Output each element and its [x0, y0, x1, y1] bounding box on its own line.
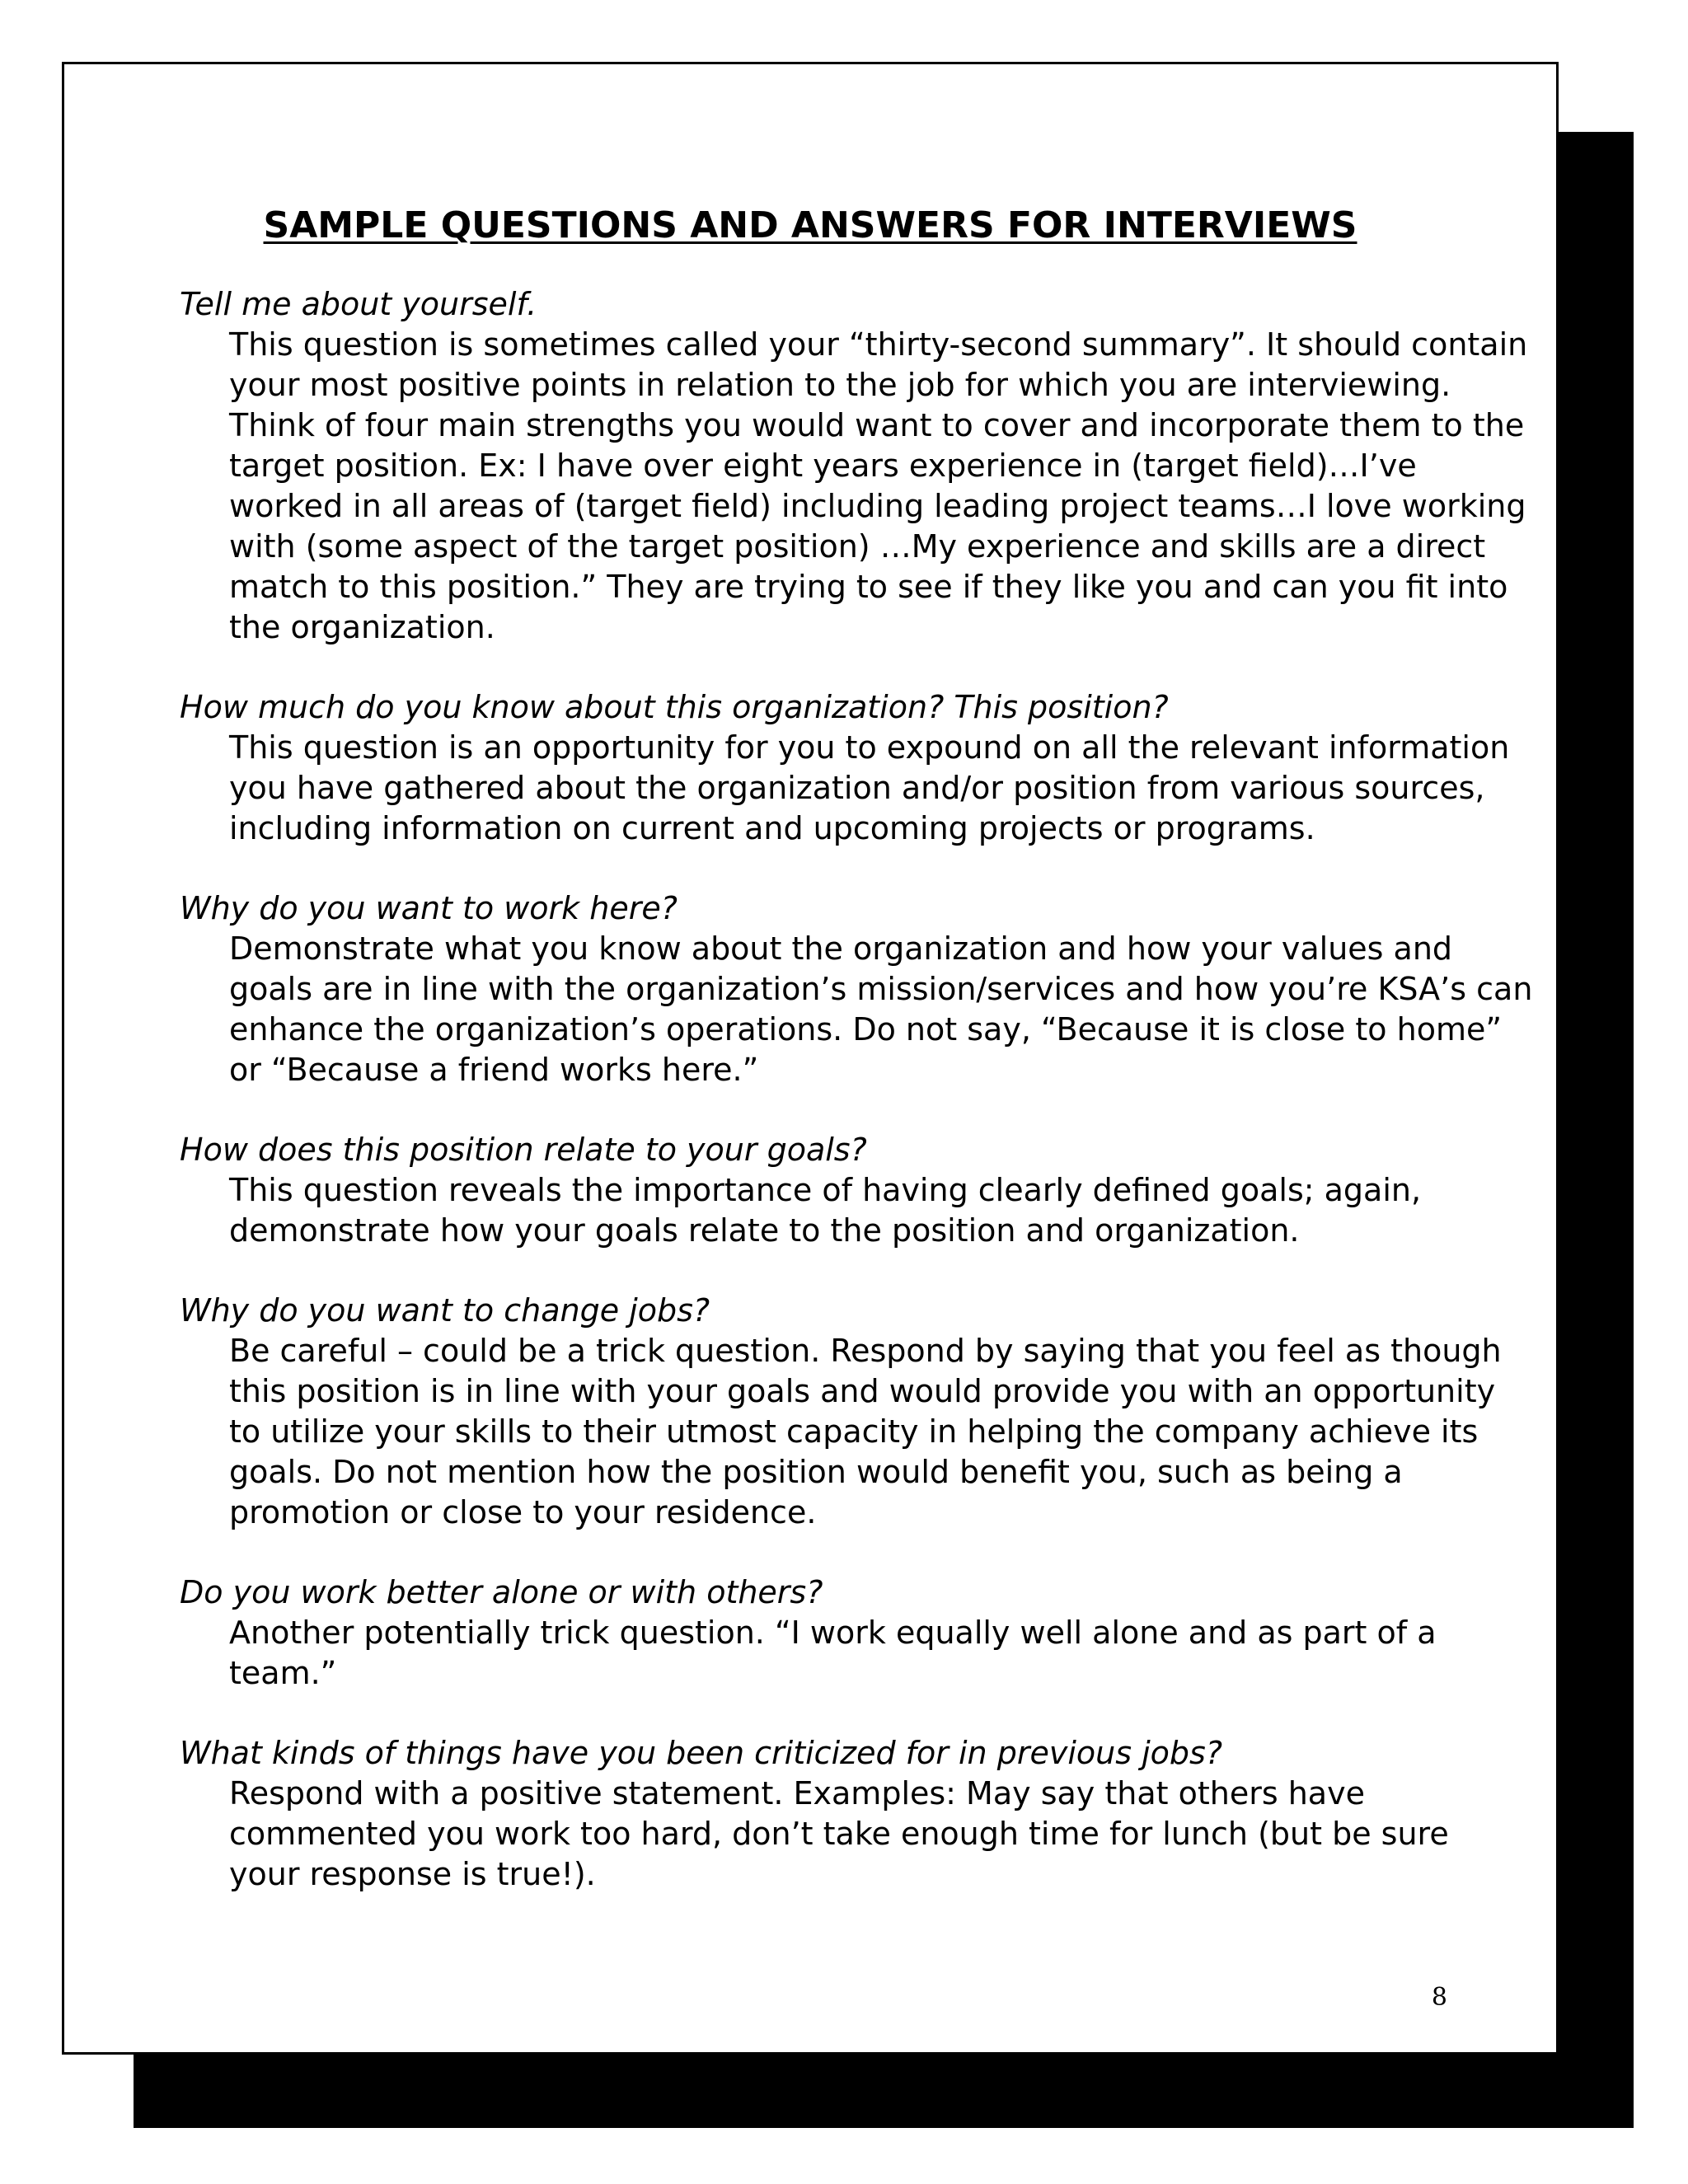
answer-line: this position is in line with your goals and would provide you with an opportunity [229, 1373, 1496, 1409]
qa-item [180, 1572, 1515, 1694]
question: What kinds of things have you been criticized for in previous jobs? [180, 1735, 1222, 1771]
question: How does this position relate to your goals? [180, 1132, 867, 1168]
answer-line: demonstrate how your goals relate to the position and organization. [229, 1212, 1300, 1249]
question: Why do you want to work here? [180, 890, 678, 926]
answer-line: Be careful – could be a trick question. Respond by saying that you feel as though [229, 1333, 1502, 1369]
answer-line: This question is sometimes called your “thirty-second summary”. It should contain [229, 326, 1528, 363]
answer [229, 325, 1528, 648]
page-number: 8 [1431, 1983, 1447, 2012]
answer [229, 1774, 1515, 1895]
answer [229, 929, 1533, 1090]
qa-item [180, 888, 1533, 1090]
answer-line: Respond with a positive statement. Examples: May say that others have [229, 1775, 1365, 1811]
answer-line: with (some aspect of the target position) …My experience and skills are a direct [229, 528, 1486, 565]
answer-line: This question reveals the importance of having clearly defined goals; again, [229, 1172, 1422, 1208]
qa-item [180, 1733, 1515, 1895]
answer-line: your response is true!). [229, 1856, 596, 1892]
question: Do you work better alone or with others? [180, 1574, 823, 1610]
question: How much do you know about this organization? This position? [180, 689, 1169, 725]
answer-line: commented you work too hard, don’t take enough time for lunch (but be sure [229, 1816, 1449, 1852]
qa-item [180, 284, 1528, 648]
answer [229, 1170, 1515, 1251]
answer-line: enhance the organization’s operations. Do not say, “Because it is close to home” [229, 1011, 1503, 1047]
answer-line: your most positive points in relation to the job for which you are interviewing. [229, 367, 1451, 403]
answer-line: Think of four main strengths you would want to cover and incorporate them to the [229, 407, 1525, 443]
document-page [62, 62, 1559, 2055]
answer-line: Demonstrate what you know about the organization and how your values and [229, 930, 1453, 967]
answer-line: goals. Do not mention how the position would benefit you, such as being a [229, 1454, 1403, 1490]
answer-line: This question is an opportunity for you to expound on all the relevant information [229, 729, 1510, 766]
answer-line: promotion or close to your residence. [229, 1494, 817, 1530]
question: Why do you want to change jobs? [180, 1292, 710, 1329]
qa-list [180, 284, 1533, 1934]
answer-line: target position. Ex: I have over eight years experience in (target field)…I’ve [229, 448, 1417, 484]
answer-line: the organization. [229, 609, 495, 645]
answer-line: you have gathered about the organization and/or position from various sources, [229, 770, 1485, 806]
answer [229, 1331, 1515, 1533]
answer-line: Another potentially trick question. “I work equally well alone and as part of a [229, 1615, 1437, 1651]
qa-item [180, 1291, 1515, 1533]
answer-line: including information on current and upcoming projects or programs. [229, 810, 1315, 846]
answer-line: or “Because a friend works here.” [229, 1052, 759, 1088]
answer-line: to utilize your skills to their utmost capacity in helping the company achieve its [229, 1413, 1479, 1450]
qa-item [180, 1130, 1515, 1251]
answer-line: team.” [229, 1655, 337, 1691]
question: Tell me about yourself. [180, 286, 537, 322]
document-title: SAMPLE QUESTIONS AND ANSWERS FOR INTERVIEWS [263, 204, 1357, 246]
answer [229, 1613, 1515, 1694]
answer-line: worked in all areas of (target field) including leading project teams…I love working [229, 488, 1526, 524]
answer [229, 728, 1515, 849]
answer-line: match to this position.” They are trying to see if they like you and can you fit into [229, 569, 1508, 605]
qa-item [180, 687, 1515, 849]
answer-line: goals are in line with the organization’s mission/services and how you’re KSA’s can [229, 971, 1533, 1007]
